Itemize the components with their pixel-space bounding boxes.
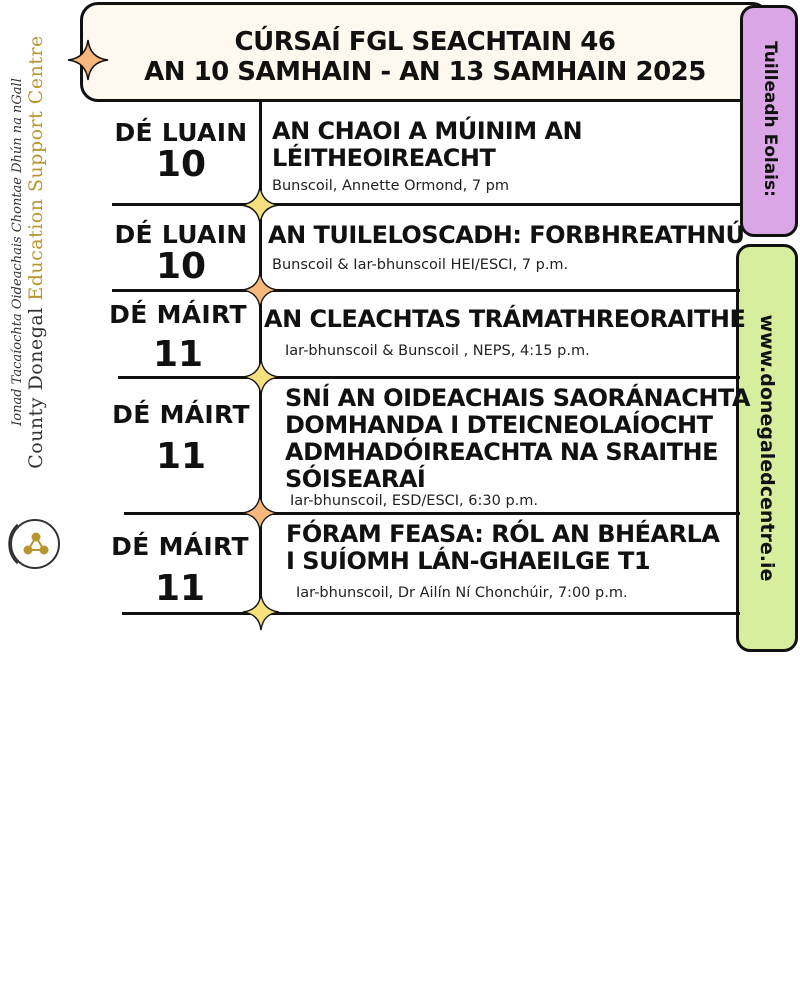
course-4-title-line: SÓISEARAÍ xyxy=(285,465,426,493)
row-divider xyxy=(112,203,740,206)
course-2-title xyxy=(268,222,745,249)
course-4-title-line: SNÍ AN OIDEACHAIS SAORÁNACHTA xyxy=(285,384,750,412)
orange-star-icon xyxy=(240,493,280,533)
header-date-range: AN 10 SAMHAIN - AN 13 SAMHAIN 2025 xyxy=(144,57,706,87)
yellow-star-icon xyxy=(241,592,281,632)
course-4-date: 11 xyxy=(155,436,207,477)
row-divider xyxy=(118,376,740,379)
course-1-weekday: DÉ LUAIN xyxy=(114,118,248,147)
course-3-details: Iar-bhunscoil & Bunscoil , NEPS, 4:15 p.m. xyxy=(285,343,590,359)
row-divider xyxy=(124,512,740,515)
brand-english-name xyxy=(25,35,47,469)
course-5-details: Iar-bhunscoil, Dr Ailín Ní Chonchúir, 7:00 p.m. xyxy=(296,585,628,601)
course-4-day xyxy=(104,400,258,475)
course-5-title xyxy=(286,521,719,575)
course-4-title-line: ADMHADÓIREACHTA NA SRAITHE xyxy=(285,438,719,466)
course-4-weekday: DÉ MÁIRT xyxy=(112,400,250,429)
course-5-title-line: I SUÍOMH LÁN-GHAEILGE T1 xyxy=(286,547,651,575)
course-3-weekday: DÉ MÁIRT xyxy=(109,300,247,329)
course-1-details: Bunscoil, Annette Ormond, 7 pm xyxy=(272,178,510,194)
course-1-day xyxy=(110,118,252,183)
website-link[interactable]: www.donegaledcentre.ie xyxy=(756,314,778,582)
course-1-date: 10 xyxy=(155,144,207,185)
course-5-date: 11 xyxy=(154,568,206,609)
row-divider xyxy=(112,289,740,292)
course-1-title xyxy=(272,118,582,172)
course-3-title-line: AN CLEACHTAS TRÁMATHREORAITHE xyxy=(264,305,746,333)
course-5-weekday: DÉ MÁIRT xyxy=(111,532,249,561)
course-2-title-line: AN TUILELOSCADH: FORBHREATHNÚ xyxy=(268,221,745,249)
course-2-date: 10 xyxy=(155,246,207,287)
brand-education-support-centre: Education Support Centre xyxy=(24,35,47,301)
course-3-day xyxy=(104,300,252,373)
header-box xyxy=(80,2,770,102)
brand-irish-name: Ionad Tacaíochta Oideachais Chontae Dhún na nGall xyxy=(9,78,25,426)
course-3-title xyxy=(264,306,745,333)
course-4-details: Iar-bhunscoil, ESD/ESCI, 6:30 p.m. xyxy=(290,493,538,509)
brand-county-donegal: County Donegal xyxy=(24,307,47,469)
course-2-day xyxy=(110,220,252,285)
course-5-title-line: FÓRAM FEASA: RÓL AN BHÉARLA xyxy=(286,520,720,548)
orange-star-icon xyxy=(240,270,280,310)
yellow-star-icon xyxy=(239,184,281,226)
course-4-title-line: DOMHANDA I DTEICNEOLAÍOCHT xyxy=(285,411,713,439)
course-1-title-line: AN CHAOI A MÚINIM AN xyxy=(272,117,583,145)
course-2-weekday: DÉ LUAIN xyxy=(114,220,248,249)
centre-logo-icon xyxy=(6,515,64,573)
course-2-details: Bunscoil & Iar-bhunscoil HEI/ESCI, 7 p.m. xyxy=(272,257,569,273)
brand-vertical-text xyxy=(8,12,48,492)
course-4-title xyxy=(285,385,750,493)
more-info-label: Tuilleadh Eolais: xyxy=(760,41,780,197)
more-info-tab xyxy=(740,5,798,237)
row-divider xyxy=(122,612,740,615)
header-title: CÚRSAÍ FGL SEACHTAIN 46 xyxy=(234,27,616,57)
course-3-date: 11 xyxy=(152,334,204,375)
course-5-day xyxy=(102,532,258,607)
course-1-title-line: LÉITHEOIREACHT xyxy=(272,144,496,172)
orange-star-icon xyxy=(66,38,110,82)
yellow-star-icon xyxy=(241,357,281,397)
